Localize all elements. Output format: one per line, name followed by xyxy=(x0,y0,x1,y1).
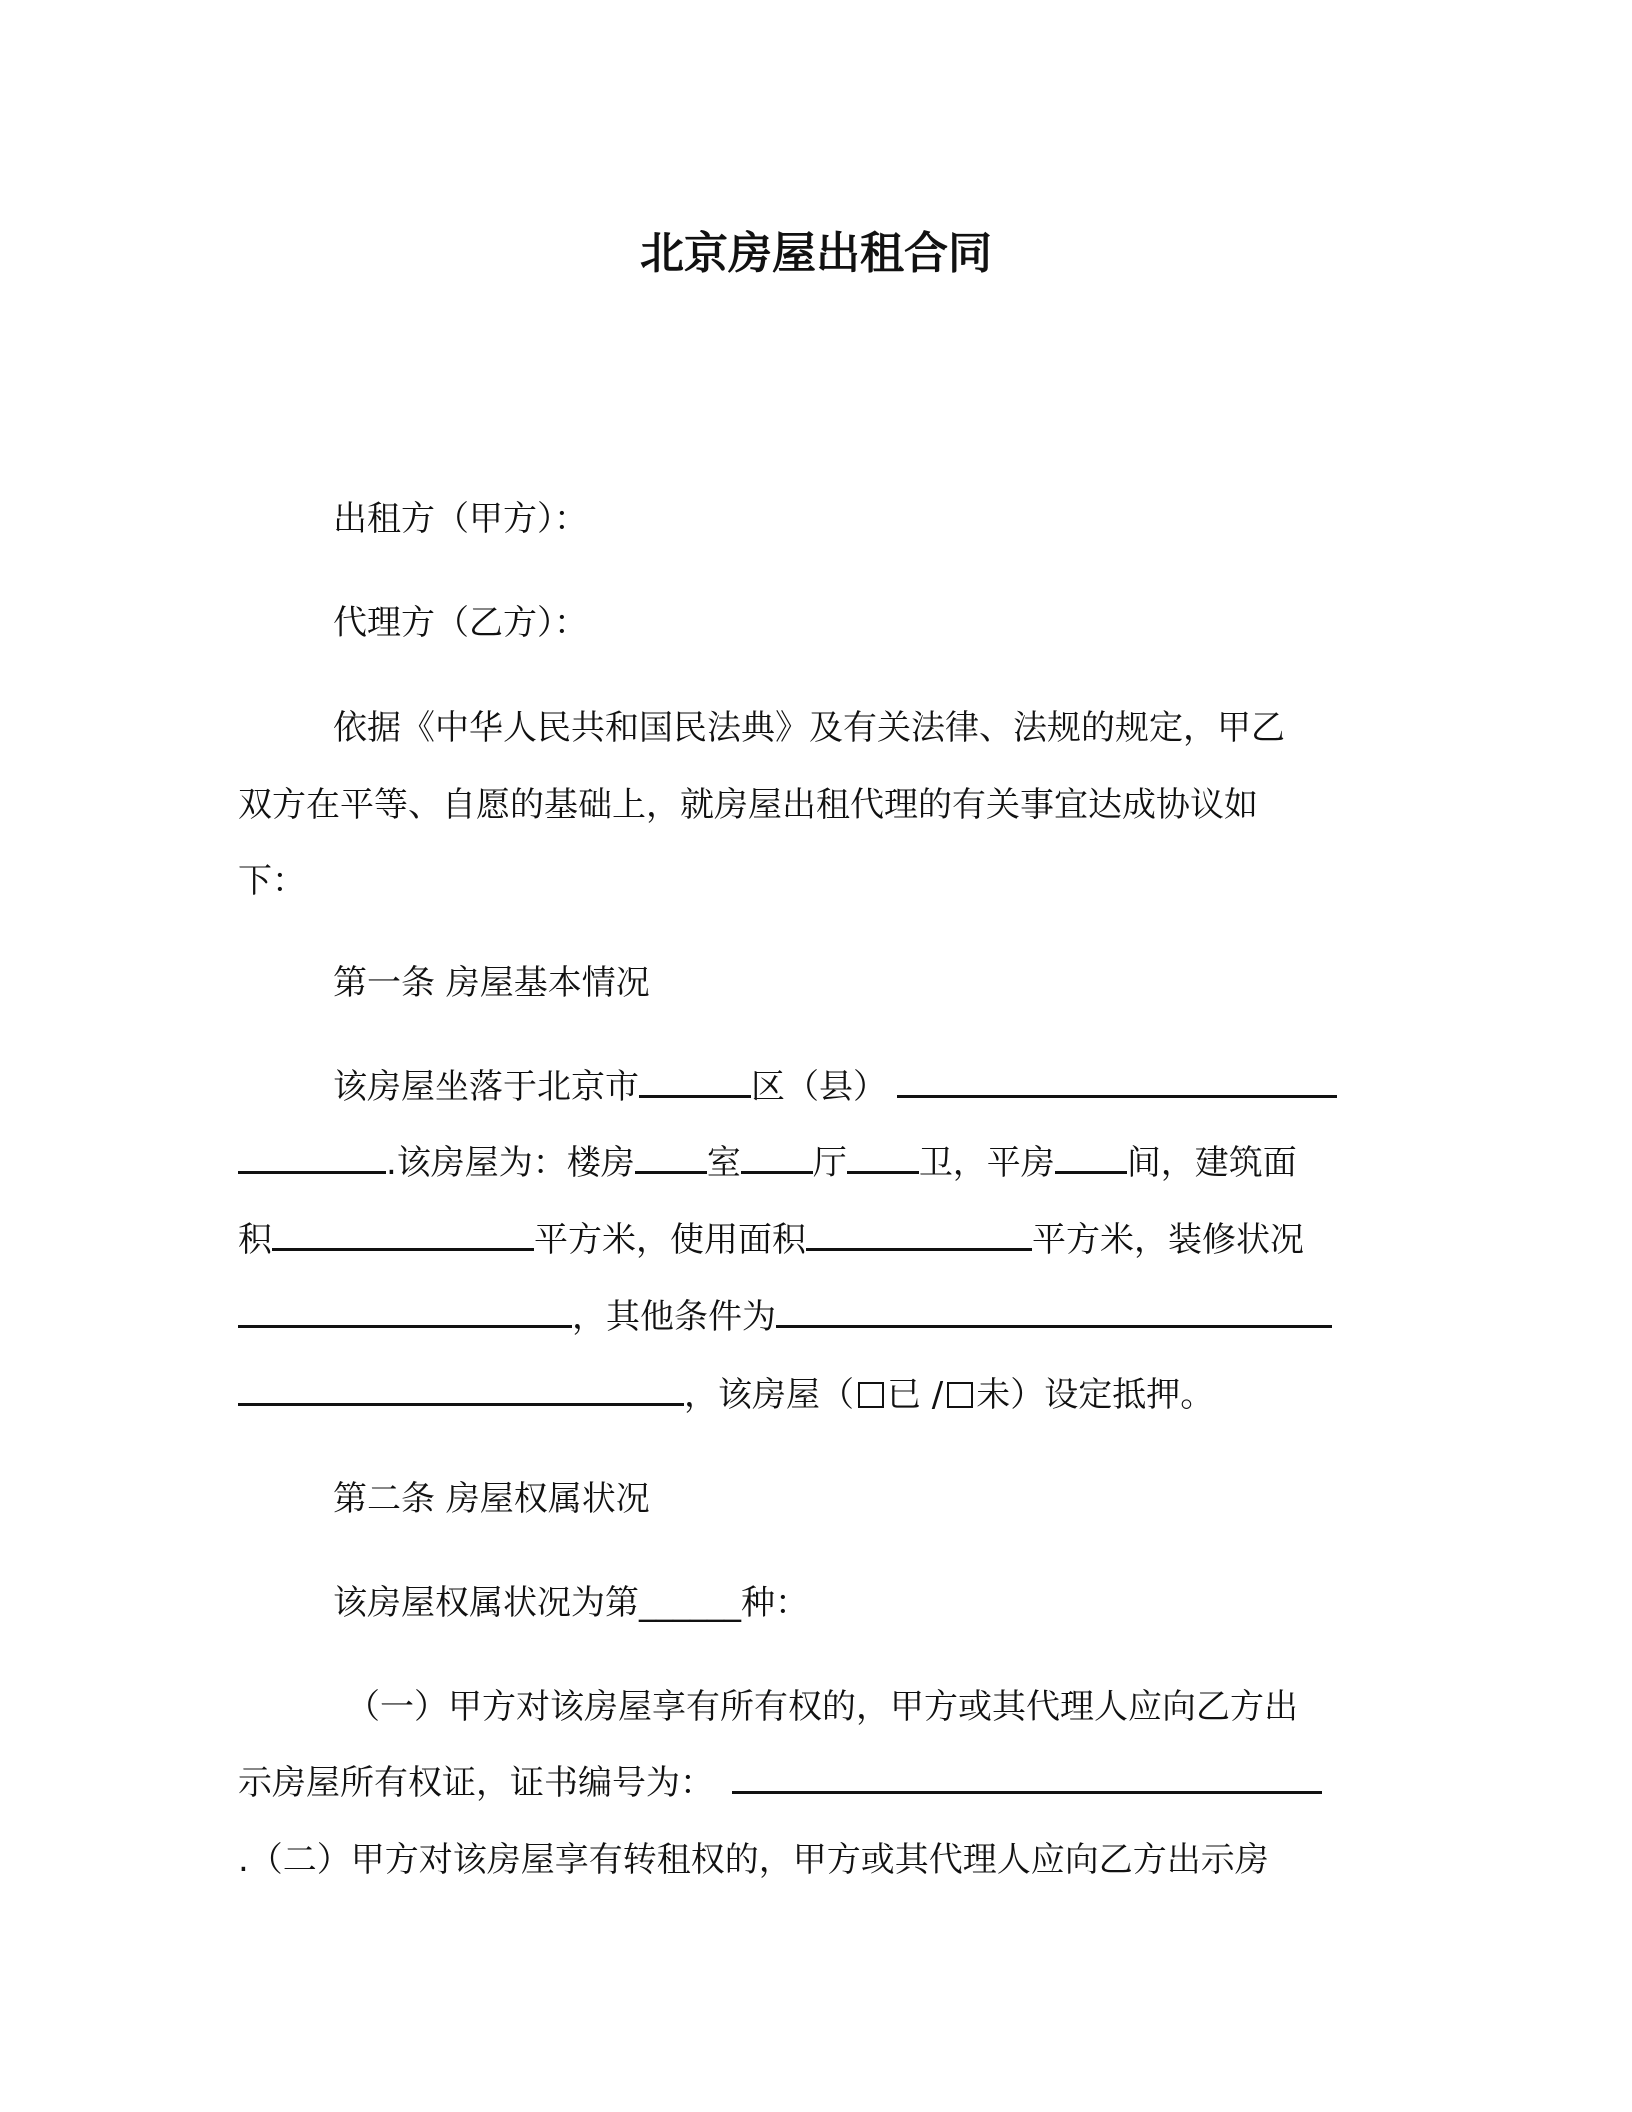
other-conditions-blank[interactable] xyxy=(776,1295,1332,1328)
article-2-line-1 xyxy=(333,1580,809,1626)
bungalow-rooms-blank[interactable] xyxy=(1055,1141,1127,1174)
rooms-blank[interactable] xyxy=(635,1141,707,1174)
agent-label xyxy=(333,600,588,646)
mortgaged-checkbox[interactable] xyxy=(858,1382,884,1408)
document-title: 北京房屋出租合同 xyxy=(640,228,992,279)
article-1-line-4 xyxy=(238,1294,1332,1340)
intro-text-3: 下： xyxy=(238,861,306,901)
mortgage-label: ，该房屋（ xyxy=(684,1375,854,1415)
mortgaged-option: 已 / xyxy=(887,1375,944,1415)
article-2-item-1-line-2 xyxy=(238,1760,1322,1806)
article-2-item-1-line-1 xyxy=(346,1684,1298,1730)
article-2-heading-text: 第二条 房屋权属状况 xyxy=(333,1479,650,1519)
article-1-line-3 xyxy=(238,1217,1304,1263)
article-1-line-2 xyxy=(238,1140,1297,1186)
article-2-item-2-line-1 xyxy=(238,1837,1269,1883)
intro-text-2: 双方在平等、自愿的基础上，就房屋出租代理的有关事宜达成协议如 xyxy=(238,785,1258,825)
article-2-heading xyxy=(333,1476,650,1522)
building-area-blank[interactable] xyxy=(272,1218,534,1251)
article-1-heading xyxy=(333,960,650,1006)
address-blank-continued[interactable] xyxy=(238,1141,386,1174)
intro-line-2 xyxy=(238,782,1258,828)
ownership-type-text: 该房屋权属状况为第______种： xyxy=(333,1583,809,1623)
lessor-label xyxy=(333,496,588,542)
article-1-line-5 xyxy=(238,1372,1214,1418)
article-1-line-1 xyxy=(333,1064,1337,1110)
item-2-text: .（二）甲方对该房屋享有转租权的，甲方或其代理人应向乙方出示房 xyxy=(238,1840,1269,1880)
other-conditions-label: ，其他条件为 xyxy=(572,1297,776,1337)
article-1-heading-text: 第一条 房屋基本情况 xyxy=(333,963,650,1003)
not-mortgaged-checkbox[interactable] xyxy=(947,1382,973,1408)
building-type-label: .该房屋为：楼房 xyxy=(386,1143,635,1183)
decoration-label: 平方米，装修状况 xyxy=(1032,1220,1304,1260)
agent-label-text: 代理方（乙方）： xyxy=(333,603,588,643)
bathrooms-blank[interactable] xyxy=(847,1141,919,1174)
item-1-text: （一）甲方对该房屋享有所有权的，甲方或其代理人应向乙方出 xyxy=(346,1687,1298,1727)
intro-text-1: 依据《中华人民共和国民法典》及有关法律、法规的规定，甲乙 xyxy=(333,708,1285,748)
area-label-end: 积 xyxy=(238,1220,272,1260)
bungalow-label: 卫，平房 xyxy=(918,1143,1055,1183)
intro-line-1 xyxy=(333,705,1285,751)
usable-area-blank[interactable] xyxy=(806,1218,1032,1251)
address-blank[interactable] xyxy=(897,1065,1337,1098)
area-label-start: 间，建筑面 xyxy=(1126,1143,1297,1183)
certificate-label: 示房屋所有权证，证书编号为： xyxy=(238,1763,714,1803)
usable-area-label: 平方米，使用面积 xyxy=(534,1220,806,1260)
district-label: 区（县） xyxy=(751,1067,887,1107)
intro-line-3 xyxy=(238,858,306,904)
halls-label: 厅 xyxy=(812,1143,847,1183)
certificate-number-blank[interactable] xyxy=(732,1761,1322,1794)
rooms-label: 室 xyxy=(706,1143,741,1183)
lessor-label-text: 出租方（甲方）： xyxy=(333,499,588,539)
district-blank[interactable] xyxy=(639,1065,751,1098)
not-mortgaged-option: 未）设定抵押。 xyxy=(976,1375,1215,1415)
location-label: 该房屋坐落于北京市 xyxy=(333,1067,639,1107)
other-conditions-blank-continued[interactable] xyxy=(238,1373,684,1406)
halls-blank[interactable] xyxy=(741,1141,813,1174)
decoration-blank[interactable] xyxy=(238,1295,572,1328)
